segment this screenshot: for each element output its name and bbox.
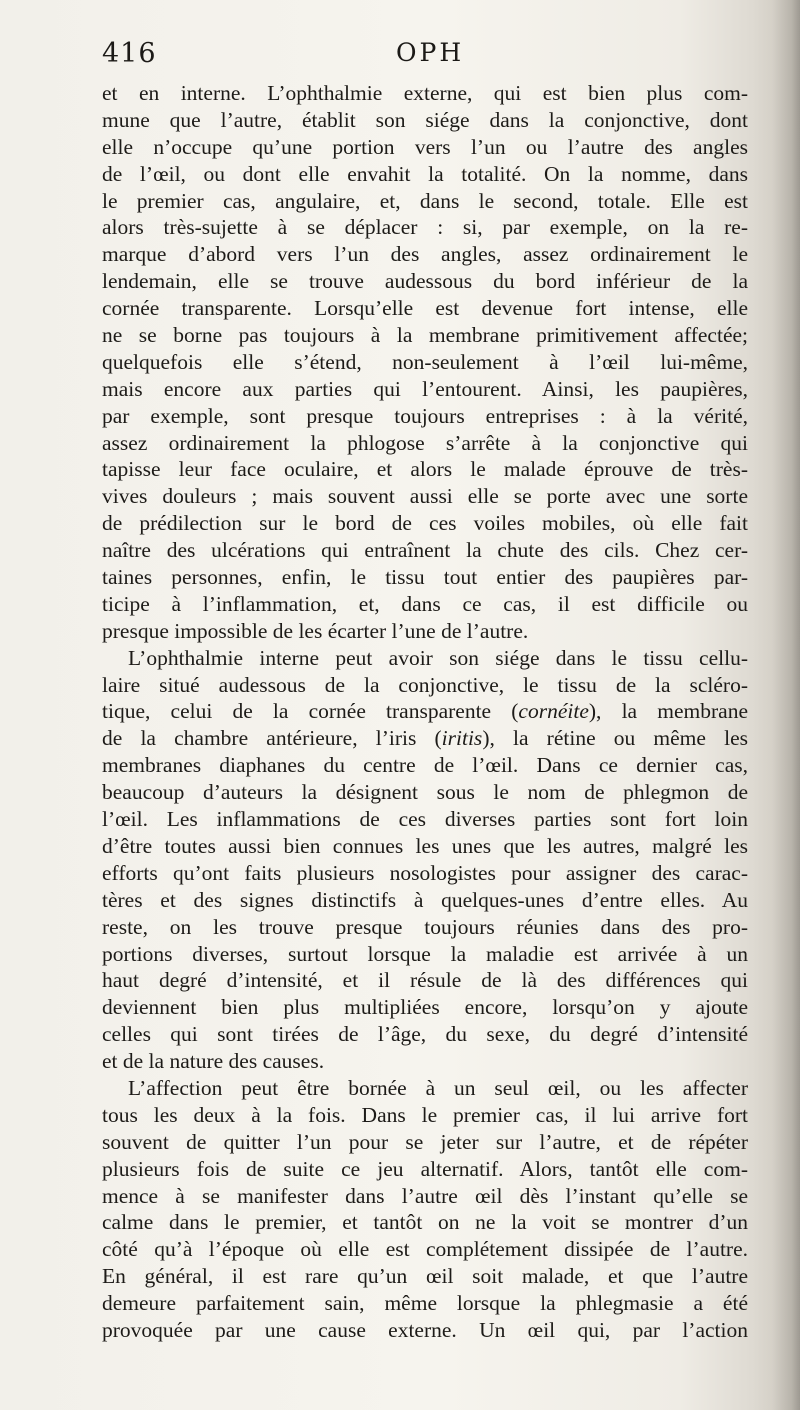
text-line: celles qui sont tirées de l’âge, du sexe, du degré d’intensité xyxy=(102,1022,748,1047)
text-run: tique, celui de la cornée transparente ( xyxy=(102,699,519,724)
text-line: taines personnes, enfin, le tissu tout entier des paupières par- xyxy=(102,565,748,590)
text-line: ne se borne pas toujours à la membrane primitivement affectée; xyxy=(102,323,748,348)
text-line: laire situé audessous de la conjonctive, le tissu de la scléro- xyxy=(102,672,748,697)
text-line: assez ordinairement la phlogose s’arrête à la conjonctive qui xyxy=(102,430,748,455)
text-line: et de la nature des causes. xyxy=(102,1049,325,1074)
text-line: cornée transparente. Lorsqu’elle est devenue fort intense, elle xyxy=(102,296,748,321)
text-line: plusieurs fois de suite ce jeu alternatif. Alors, tantôt elle com- xyxy=(102,1156,748,1181)
text-line: l’œil. Les inflammations de ces diverses parties sont fort loin xyxy=(102,807,748,832)
text-line: tapisse leur face oculaire, et alors le malade éprouve de très- xyxy=(102,457,748,482)
text-line: membranes diaphanes du centre de l’œil. Dans ce dernier cas, xyxy=(102,753,748,778)
text-line: souvent de quitter l’un pour se jeter sur l’autre, et de répéter xyxy=(102,1129,748,1154)
text-line: tères et des signes distinctifs à quelques-unes d’entre elles. Au xyxy=(102,887,748,912)
text-line: naître des ulcérations qui entraînent la chute des cils. Chez cer- xyxy=(102,538,748,563)
text-run: de la chambre antérieure, l’iris ( xyxy=(102,726,442,751)
text-line: ticipe à l’inflammation, et, dans ce cas, il est difficile ou xyxy=(102,591,748,616)
text-line: le premier cas, angulaire, et, dans le second, totale. Elle est xyxy=(102,188,748,213)
text-line: haut degré d’intensité, et il résule de là des différences qui xyxy=(102,968,748,993)
italic-term-corneite: cornéite xyxy=(518,699,589,724)
text-line: lendemain, elle se trouve audessous du bord inférieur de la xyxy=(102,269,748,294)
running-head: OPH xyxy=(396,38,465,67)
page-number: 416 xyxy=(102,38,157,69)
text-line-mixed xyxy=(102,725,748,752)
paragraph-3 xyxy=(102,1075,748,1344)
text-run: ), la rétine ou même les xyxy=(482,726,748,751)
text-line: mune que l’autre, établit son siége dans la conjonctive, dont xyxy=(102,107,748,132)
text-line: calme dans le premier, et tantôt on ne la voit se montrer d’un xyxy=(102,1210,748,1235)
text-line: presque impossible de les écarter l’une de l’autre. xyxy=(102,618,529,643)
text-line: portions diverses, surtout lorsque la maladie est arrivée à un xyxy=(102,941,748,966)
italic-term-iritis: iritis xyxy=(441,726,483,751)
text-line: par exemple, sont presque toujours entreprises : à la vérité, xyxy=(102,403,748,428)
text-line: mence à se manifester dans l’autre œil dès l’instant qu’elle se xyxy=(102,1183,748,1208)
page-body xyxy=(102,80,748,1344)
page-edge-shadow xyxy=(772,0,800,1410)
text-line: demeure parfaitement sain, même lorsque la phlegmasie a été xyxy=(102,1291,748,1316)
text-line: L’affection peut être bornée à un seul œil, ou les affecter xyxy=(128,1075,748,1100)
text-line: de l’œil, ou dont elle envahit la totalité. On la nomme, dans xyxy=(102,161,748,186)
text-line: mais encore aux parties qui l’entourent. Ainsi, les paupières, xyxy=(102,376,748,401)
text-line-mixed xyxy=(102,698,748,725)
text-line: quelquefois elle s’étend, non-seulement à l’œil lui-même, xyxy=(102,349,748,374)
text-run: ), la membrane xyxy=(588,699,748,724)
text-line: marque d’abord vers l’un des angles, assez ordinairement le xyxy=(102,242,748,267)
text-line: tous les deux à la fois. Dans le premier cas, il lui arrive fort xyxy=(102,1102,748,1127)
text-line: L’ophthalmie interne peut avoir son siége dans le tissu cellu- xyxy=(128,645,748,670)
paragraph-2 xyxy=(102,645,748,1075)
page-header xyxy=(102,38,742,78)
text-line: alors très-sujette à se déplacer : si, par exemple, on la re- xyxy=(102,215,748,240)
text-line: et en interne. L’ophthalmie externe, qui est bien plus com- xyxy=(102,81,748,105)
text-line: vives douleurs ; mais souvent aussi elle se porte avec une sorte xyxy=(102,484,748,509)
text-line: de prédilection sur le bord de ces voiles mobiles, où elle fait xyxy=(102,511,748,536)
text-line: provoquée par une cause externe. Un œil qui, par l’action xyxy=(102,1317,748,1342)
paragraph-1 xyxy=(102,80,748,645)
text-line: deviennent bien plus multipliées encore, lorsqu’on y ajoute xyxy=(102,995,748,1020)
text-line: reste, on les trouve presque toujours réunies dans des pro- xyxy=(102,914,748,939)
text-line: côté qu’à l’époque où elle est complétement dissipée de l’autre. xyxy=(102,1237,748,1262)
text-line: En général, il est rare qu’un œil soit malade, et que l’autre xyxy=(102,1264,748,1289)
text-line: d’être toutes aussi bien connues les unes que les autres, malgré les xyxy=(102,833,748,858)
text-line: efforts qu’ont faits plusieurs nosologistes pour assigner des carac- xyxy=(102,860,748,885)
text-line: beaucoup d’auteurs la désignent sous le nom de phlegmon de xyxy=(102,780,748,805)
text-line: elle n’occupe qu’une portion vers l’un ou l’autre des angles xyxy=(102,134,748,159)
